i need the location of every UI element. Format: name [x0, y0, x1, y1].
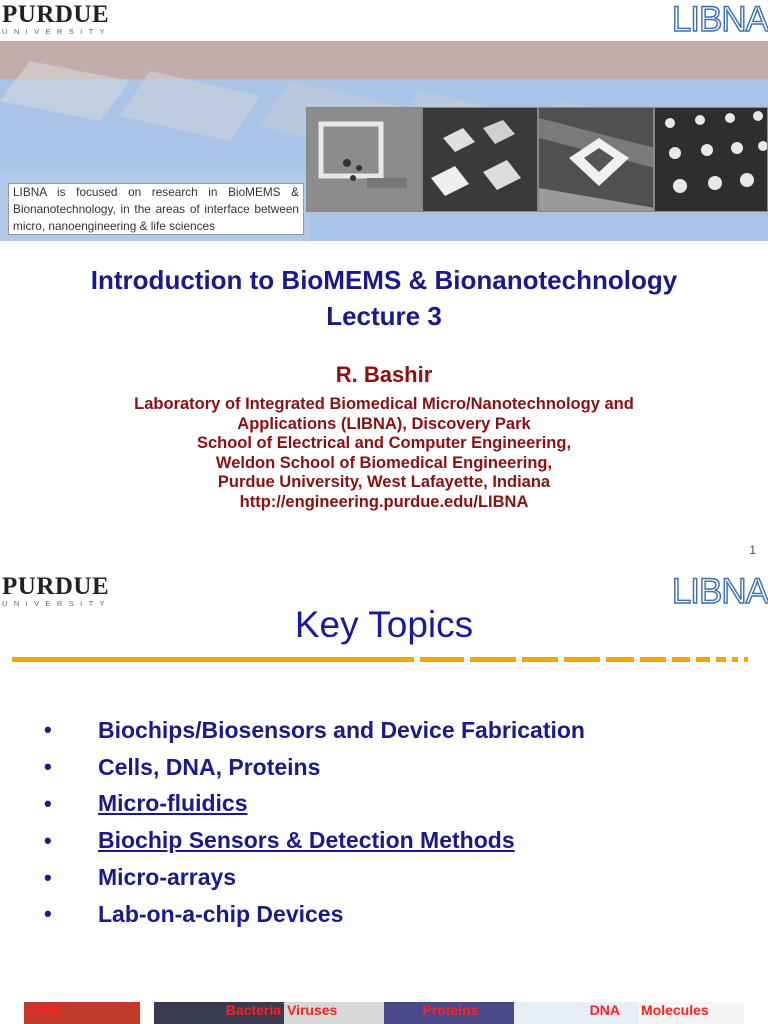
title-line-2: Lecture 3 [326, 301, 442, 331]
sem-image-array [654, 107, 768, 212]
affiliation-line: Purdue University, West Lafayette, Indiana [217, 473, 551, 492]
strip-gap [140, 1002, 154, 1024]
topic-link-detection[interactable]: Biochip Sensors & Detection Methods [98, 827, 515, 854]
topic-text: Micro-arrays [98, 864, 237, 891]
purdue-logo [2, 2, 111, 36]
affiliation-line: Applications (LIBNA), Discovery Park [237, 414, 531, 433]
bullet-icon: • [44, 790, 52, 816]
strip-tile-cells: Cells [24, 1002, 140, 1024]
title-line-1: Introduction to BioMEMS & Bionanotechnology [90, 265, 678, 295]
strip-tile-bacteria: Bacteria [154, 1002, 284, 1024]
title-divider [12, 657, 756, 662]
topic-text: Lab-on-a-chip Devices [98, 900, 344, 927]
purdue-subtitle: UNIVERSITY [2, 599, 112, 608]
purdue-wordmark: PURDUE [2, 1, 110, 28]
affiliation-line: Laboratory of Integrated Biomedical Micro/Nanotechnology and [134, 395, 634, 413]
affiliation-block [0, 395, 768, 513]
sem-image-cantilever [306, 107, 422, 212]
page-number: 1 [749, 543, 756, 557]
scale-image-strip [24, 1002, 744, 1024]
strip-tile-viruses: Viruses [284, 1002, 384, 1024]
list-item [44, 896, 585, 933]
sem-image-microstructure [538, 107, 654, 212]
banner-image [0, 41, 768, 241]
purdue-logo [2, 574, 111, 608]
bullet-icon: • [44, 754, 52, 780]
topic-link-microfluidics[interactable]: Micro-fluidics [98, 790, 248, 817]
libna-url[interactable]: http://engineering.purdue.edu/LIBNA [239, 492, 529, 511]
sem-image-pyramids [422, 107, 538, 212]
key-topics-slide [0, 568, 768, 1024]
banner-caption: LIBNA is focused on research in BioMEMS & Bionanotechnology, in the areas of interface between micro, nanoengineering & life sciences [8, 183, 304, 235]
topic-text: Biochips/Biosensors and Device Fabrication [98, 716, 585, 743]
bullet-icon: • [44, 901, 52, 927]
slide-title: Key Topics [294, 604, 474, 645]
list-item [44, 749, 585, 786]
libna-logo: LIBNA [671, 572, 768, 611]
affiliation-line: School of Electrical and Computer Engineering, [196, 434, 572, 453]
author-name: R. Bashir [335, 362, 433, 387]
bullet-icon: • [44, 864, 52, 890]
list-item[interactable] [44, 822, 585, 859]
affiliation-line: Weldon School of Biomedical Engineering, [215, 453, 553, 472]
bullet-icon: • [44, 827, 52, 853]
strip-tile-dna: DNA [514, 1002, 638, 1024]
lecture-title [0, 262, 768, 334]
list-item[interactable] [44, 786, 585, 823]
list-item [44, 712, 585, 749]
strip-tile-proteins: Proteins [384, 1002, 514, 1024]
author-name-block [0, 362, 768, 388]
strip-tile-molecules: Molecules [638, 1002, 744, 1024]
list-item [44, 859, 585, 896]
purdue-wordmark: PURDUE [2, 573, 110, 600]
libna-logo: LIBNA [671, 0, 768, 39]
topic-text: Cells, DNA, Proteins [98, 753, 321, 780]
topic-list [44, 712, 585, 933]
purdue-subtitle: UNIVERSITY [2, 27, 112, 36]
bullet-icon: • [44, 717, 52, 743]
